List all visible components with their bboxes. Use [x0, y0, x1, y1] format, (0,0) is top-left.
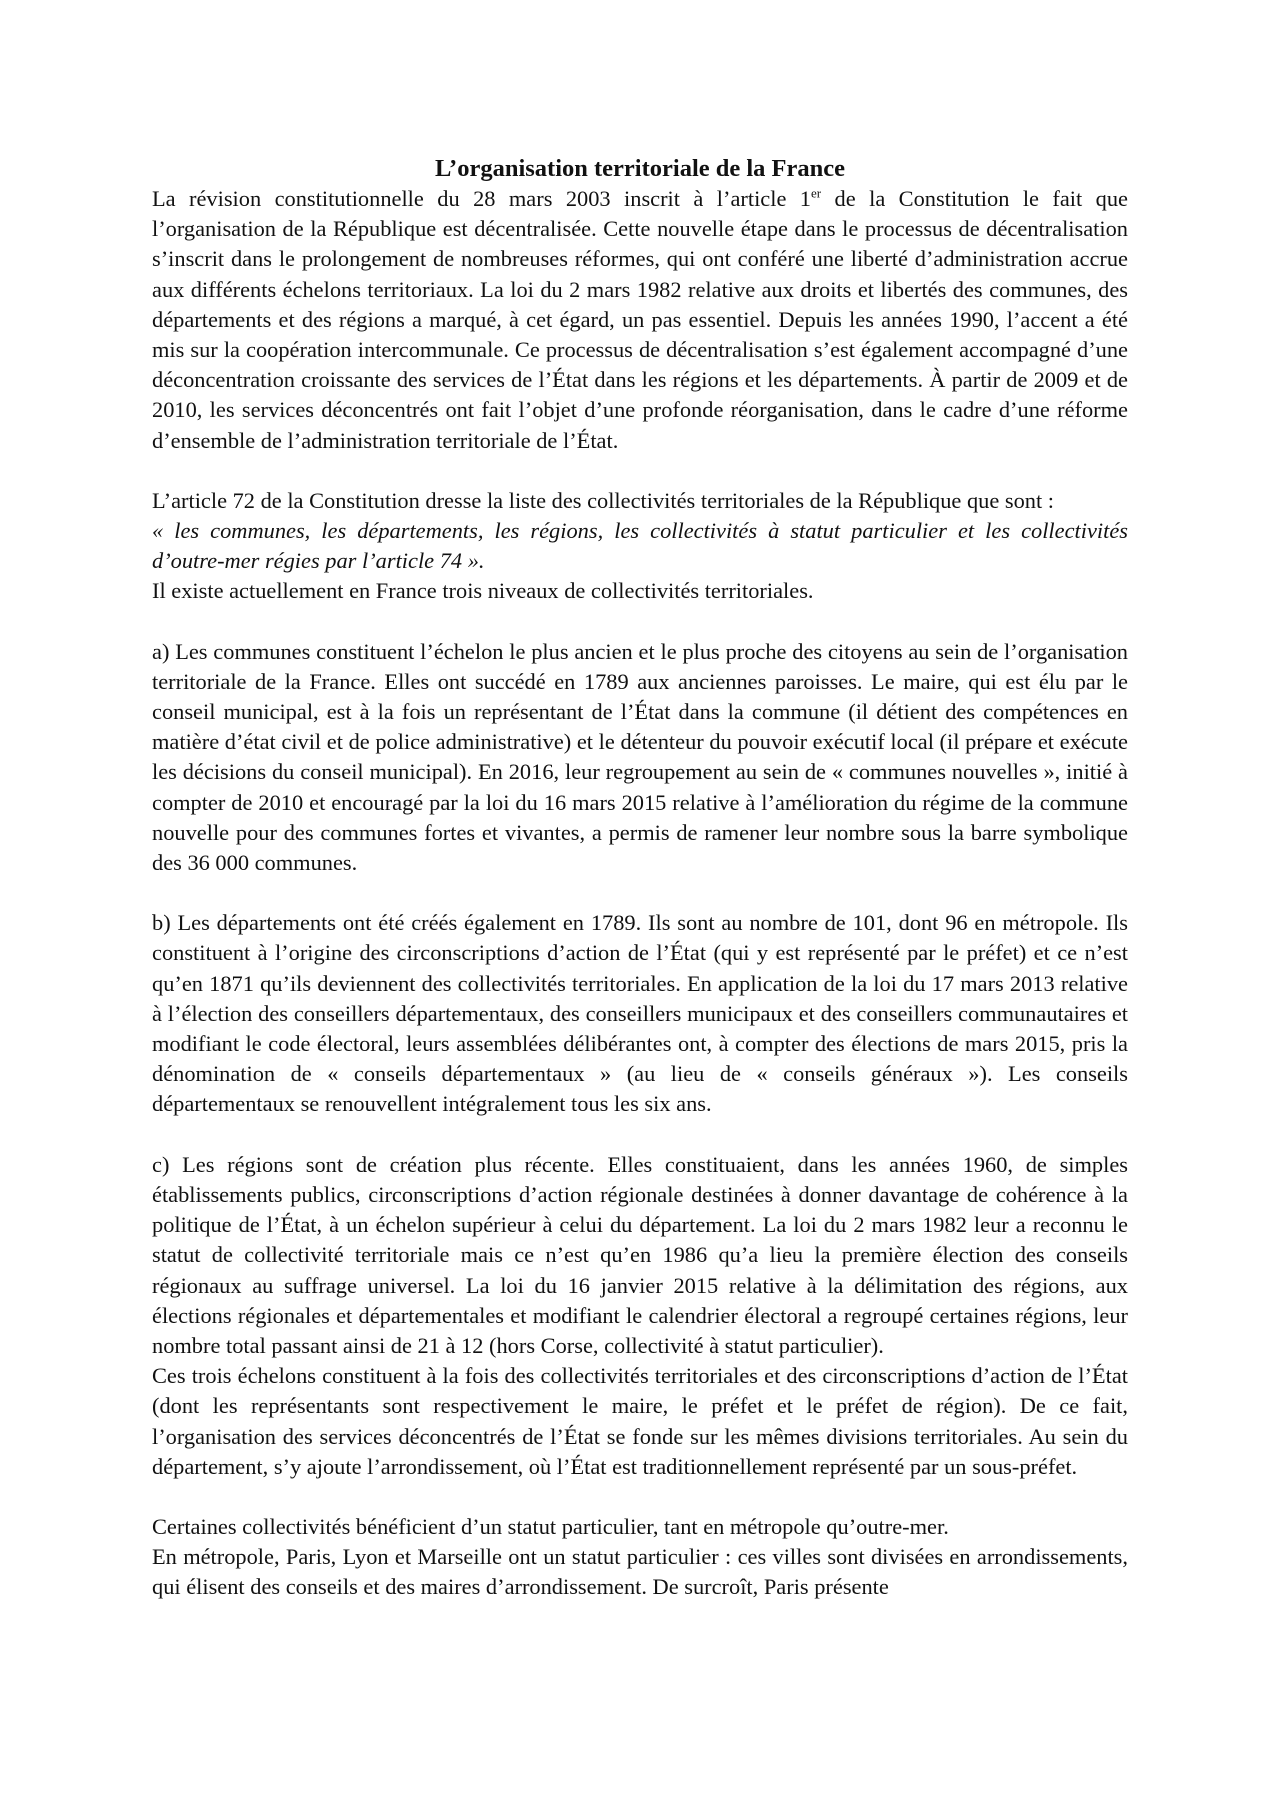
intro-text-part2: de la Constitution le fait que l’organisation de la République est décentralisée. Cette nouvelle étape dans le processus de décentralisation s’inscrit dans le prolongement de nombreuses réformes, qui ont conféré une liberté d’administration accrue aux différents échelons territoriaux. La loi du 2 mars 1982 relative aux droits et libertés des communes, des départements et des régions a marqué, à cet égard, un pas essentiel. Depuis les années 1990, l’accent a été mis sur la coopération intercommunale. Ce processus de décentralisation s’est également accompagné d’une déconcentration croissante des services de l’État dans les régions et les départements. À partir de 2009 et de 2010, les services déconcentrés ont fait l’objet d’une profonde réorganisation, dans le cadre d’une réforme d’ensemble de l’administration territoriale de l’État.: [152, 186, 1128, 453]
special-status-paragraph: Certaines collectivités bénéficient d’un statut particulier, tant en métropole qu’outre-mer.: [152, 1513, 949, 1539]
intro-superscript: er: [811, 185, 822, 201]
article72-lead: L’article 72 de la Constitution dresse la liste des collectivités territoriales de la République que sont :: [152, 487, 1055, 513]
document-body: [152, 154, 1128, 1603]
section-b-departements: b) Les départements ont été créés également en 1789. Ils sont au nombre de 101, dont 96 en métropole. Ils constituent à l’origine des circonscriptions d’action de l’État (qui y est représenté par le préfet) et ce n’est qu’en 1871 qu’ils deviennent des collectivités territoriales. En application de la loi du 17 mars 2013 relative à l’élection des conseillers départementaux, des conseillers municipaux et des conseillers communautaires et modifiant le code électoral, leurs assemblées délibérantes ont, à compter des élections de mars 2015, pris la dénomination de « conseils départementaux » (au lieu de « conseils généraux »). Les conseils départementaux se renouvellent intégralement tous les six ans.: [152, 910, 1128, 1117]
collectivity-levels-sentence: Il existe actuellement en France trois niveaux de collectivités territoriales.: [152, 578, 814, 604]
intro-paragraph: [152, 184, 1128, 456]
intro-text-part1: La révision constitutionnelle du 28 mars 2003 inscrit à l’article 1: [152, 186, 812, 211]
three-levels-paragraph: Ces trois échelons constituent à la fois des collectivités territoriales et des circonscriptions d’action de l’État (dont les représentants sont respectivement le maire, le préfet et le préfet de région). De ce fait, l’organisation des services déconcentrés de l’État se fonde sur les mêmes divisions territoriales. Au sein du département, s’y ajoute l’arrondissement, où l’État est traditionnellement représenté par un sous-préfet.: [152, 1363, 1128, 1479]
metropole-paragraph: En métropole, Paris, Lyon et Marseille ont un statut particulier : ces villes sont divisées en arrondissements, qui élisent des conseils et des maires d’arrondissement. De surcroît, Paris présente: [152, 1544, 1128, 1600]
section-a-communes: a) Les communes constituent l’échelon le plus ancien et le plus proche des citoyens au sein de l’organisation territoriale de la France. Elles ont succédé en 1789 aux anciennes paroisses. Le maire, qui est élu par le conseil municipal, est à la fois un représentant de l’État dans la commune (il détient des compétences en matière d’état civil et de police administrative) et le détenteur du pouvoir exécutif local (il prépare et exécute les décisions du conseil municipal). En 2016, leur regroupement au sein de « communes nouvelles », initié à compter de 2010 et encouragé par la loi du 16 mars 2015 relative à l’amélioration du régime de la commune nouvelle pour des communes fortes et vivantes, a permis de ramener leur nombre sous la barre symbolique des 36 000 communes.: [152, 638, 1128, 876]
document-title: L’organisation territoriale de la France: [434, 155, 846, 182]
section-c-regions: c) Les régions sont de création plus récente. Elles constituaient, dans les années 1960, de simples établissements publics, circonscriptions d’action régionale destinées à donner davantage de cohérence à la politique de l’État, à un échelon supérieur à celui du département. La loi du 2 mars 1982 leur a reconnu le statut de collectivité territoriale mais ce n’est qu’en 1986 qu’a lieu la première élection des conseils régionaux au suffrage universel. La loi du 16 janvier 2015 relative à la délimitation des régions, aux élections régionales et départementales et modifiant le calendrier électoral a regroupé certaines régions, leur nombre total passant ainsi de 21 à 12 (hors Corse, collectivité à statut particulier).: [152, 1151, 1128, 1358]
article72-quote: « les communes, les départements, les régions, les collectivités à statut particulier et les collectivités d’outre-mer régies par l’article 74 ».: [152, 518, 1128, 574]
